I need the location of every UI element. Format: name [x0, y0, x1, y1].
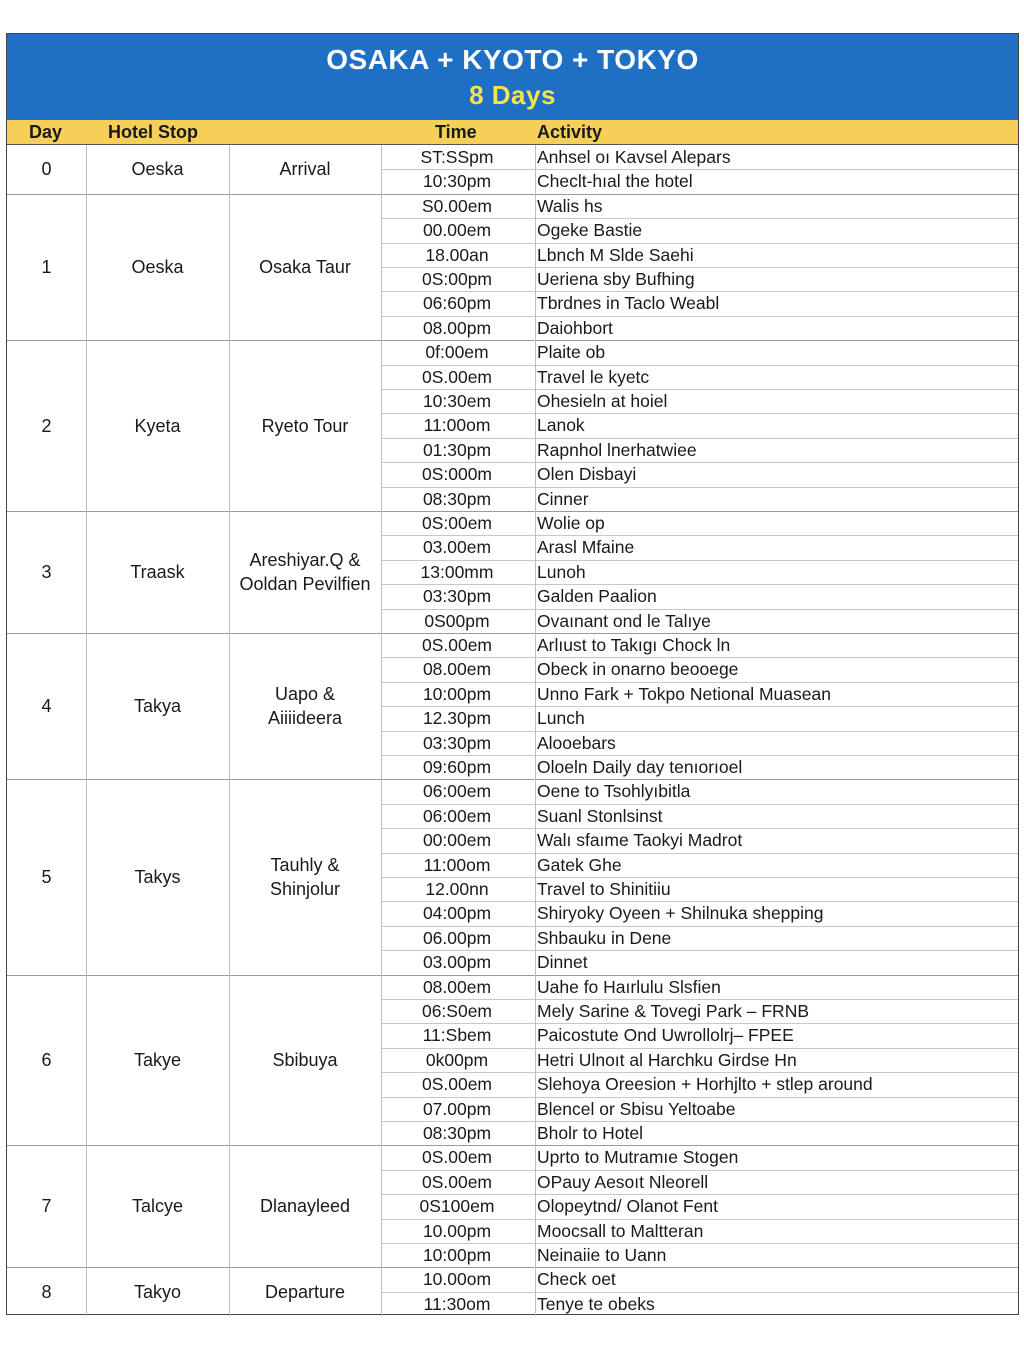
page-subtitle: 8 Days: [469, 80, 556, 110]
column-header-hotel: Hotel Stop: [108, 122, 198, 142]
table-row: [7, 755, 1018, 779]
time-cell: 07.00pm: [422, 1098, 492, 1119]
table-row: [7, 365, 1018, 389]
activity-cell: Galden Paalion: [537, 586, 657, 607]
day-number: 6: [41, 1049, 52, 1070]
day-plan: Ryeto Tour: [261, 415, 349, 436]
time-cell: 08:30pm: [422, 1123, 492, 1143]
activity-cell: Ueriena sby Bufhing: [537, 269, 695, 289]
activity-cell: Moocsall to Maltteran: [537, 1220, 704, 1241]
activity-cell: Shbauku in Dene: [537, 927, 672, 948]
activity-cell: Hetri Ulnoıt al Harchku Girdse Hn: [537, 1049, 797, 1070]
time-cell: 06:60pm: [422, 293, 492, 314]
title-banner: [7, 34, 1018, 120]
table-row: [7, 779, 1018, 803]
table-row: [7, 169, 1018, 193]
activity-cell: Neinaiie to Uann: [537, 1245, 667, 1265]
day-number: 3: [41, 562, 52, 582]
table-row: [7, 584, 1018, 608]
activity-cell: Bholr to Hotel: [537, 1123, 644, 1143]
time-cell: 0S.00em: [421, 635, 493, 655]
activity-cell: Wolie op: [537, 513, 605, 533]
table-row: [7, 901, 1018, 925]
time-cell: S0.00em: [421, 195, 493, 216]
activity-cell: Uahe fo Haırlulu Slsfien: [537, 976, 721, 997]
table-row: [7, 462, 1018, 486]
day-number: 4: [41, 696, 52, 717]
activity-cell: Olen Disbayi: [537, 464, 637, 485]
hotel-stop: Kyeta: [134, 415, 181, 436]
activity-cell: Ovaınant ond le Talıye: [537, 610, 711, 631]
activity-cell: Arasl Mfaine: [537, 537, 635, 558]
activity-cell: Lanok: [537, 415, 585, 436]
activity-cell: Oloeln Daily day tenıorıoel: [537, 757, 743, 777]
time-cell: 10.00om: [422, 1269, 492, 1290]
time-cell: 03:30pm: [422, 732, 492, 753]
day-plan: Dlanayleed: [259, 1196, 351, 1217]
day-plan: Arrival: [279, 159, 331, 180]
time-cell: 08.00em: [422, 659, 492, 680]
day-number: 7: [41, 1196, 52, 1217]
table-row: [7, 316, 1018, 340]
column-header-activity: Activity: [537, 122, 603, 142]
table-row: [7, 535, 1018, 559]
activity-cell: Olopeytnd/ Olanot Fent: [537, 1196, 718, 1217]
table-row: [7, 804, 1018, 828]
activity-cell: Uprto to Mutramıe Stogen: [537, 1147, 739, 1168]
activity-cell: Cinner: [537, 488, 589, 509]
column-divider: [381, 145, 382, 1316]
table-row: [7, 1219, 1018, 1243]
table-row: [7, 1072, 1018, 1096]
time-cell: 10:30pm: [422, 171, 492, 192]
column-divider: [229, 145, 230, 1316]
day-plan: Departure: [264, 1281, 346, 1302]
time-cell: 03.00pm: [422, 952, 492, 973]
activity-cell: Travel to Shinitiiu: [537, 879, 671, 899]
table-row: [7, 1292, 1018, 1316]
time-cell: 10:30em: [422, 391, 492, 411]
table-row: [7, 267, 1018, 291]
table-row: [7, 682, 1018, 706]
table-row: [7, 1267, 1018, 1291]
hotel-stop: Oeska: [131, 159, 184, 180]
day-number: 0: [41, 159, 52, 180]
hotel-stop: Talcye: [131, 1196, 184, 1217]
column-divider: [535, 145, 536, 1316]
time-cell: 08:30pm: [422, 488, 492, 509]
activity-cell: Arlıust to Takıgı Chock ln: [537, 635, 731, 655]
activity-cell: Alooebars: [537, 732, 616, 753]
activity-cell: Walis hs: [537, 195, 603, 216]
hotel-stop: Traask: [130, 562, 185, 582]
time-cell: 0S.00em: [421, 366, 493, 387]
table-row: [7, 950, 1018, 974]
activity-cell: Lunoh: [537, 561, 586, 582]
time-cell: 0S.00em: [421, 1171, 493, 1192]
page-title: OSAKA + KYOTO + TOKYO: [326, 44, 699, 75]
table-row: [7, 1023, 1018, 1047]
activity-cell: Unno Fark + Tokpo Netional Muasean: [537, 683, 831, 704]
activity-cell: Tenye te obeks: [537, 1293, 655, 1314]
activity-cell: Travel le kyetc: [537, 366, 650, 387]
time-cell: 04:00pm: [422, 903, 492, 924]
day-plan: Sbibuya: [272, 1049, 338, 1070]
column-header-time: Time: [435, 122, 477, 142]
time-cell: 0S:00em: [421, 513, 493, 533]
time-cell: 06.00pm: [422, 927, 492, 948]
column-divider: [86, 145, 87, 1316]
time-cell: 06:00em: [422, 781, 492, 802]
time-cell: 0S00pm: [424, 610, 490, 631]
time-cell: 0S:000m: [421, 464, 493, 485]
activity-cell: Ohesieln at hoiel: [537, 391, 668, 411]
time-cell: 13:00mm: [420, 561, 494, 582]
activity-cell: Gatek Ghe: [537, 854, 622, 875]
time-cell: 11:00om: [423, 415, 491, 436]
table-row: [7, 877, 1018, 901]
time-cell: 0S:00pm: [421, 269, 493, 289]
table-row: [7, 194, 1018, 218]
day-number: 1: [41, 256, 52, 277]
time-cell: 12.00nn: [425, 879, 489, 899]
day-plan: Tauhly & Shinjolur: [269, 854, 341, 899]
activity-cell: Mely Sarine & Tovegi Park – FRNB: [537, 1001, 810, 1021]
activity-cell: Blencel or Sbisu Yeltoabe: [537, 1098, 736, 1119]
table-row: [7, 389, 1018, 413]
activity-cell: Lbnch M Slde Saehi: [537, 244, 694, 265]
hotel-stop: Takys: [134, 866, 181, 887]
activity-cell: Checlt-hıal the hotel: [537, 171, 693, 192]
table-row: [7, 706, 1018, 730]
time-cell: 0f:00em: [425, 342, 489, 363]
table-row: [7, 1145, 1018, 1169]
day-number: 2: [41, 415, 52, 436]
table-row: [7, 853, 1018, 877]
day-plan: Uapo & Aiiiideera: [267, 684, 343, 729]
table-row: [7, 1243, 1018, 1267]
table-row: [7, 243, 1018, 267]
table-row: [7, 413, 1018, 437]
table-row: [7, 999, 1018, 1023]
activity-cell: Daiohbort: [537, 317, 613, 338]
time-cell: 06:S0em: [421, 1001, 493, 1021]
time-cell: 10:00pm: [422, 1245, 492, 1265]
table-row: [7, 1194, 1018, 1218]
table-row: [7, 975, 1018, 999]
table-row: [7, 926, 1018, 950]
activity-cell: Shiryoky Oyeen + Shilnuka shepping: [537, 903, 824, 924]
table-row: [7, 1121, 1018, 1145]
hotel-stop: Takyo: [133, 1281, 182, 1302]
day-number: 8: [41, 1281, 52, 1302]
table-row: [7, 145, 1018, 169]
activity-cell: Paicostute Ond Uwrollolrj– FPEE: [537, 1025, 794, 1046]
table-row: [7, 828, 1018, 852]
activity-cell: Check oet: [537, 1269, 616, 1290]
time-cell: 08.00pm: [422, 317, 492, 338]
table-header: [7, 120, 1018, 145]
day-plan: Areshiyar.Q & Ooldan Pevilfien: [239, 550, 371, 594]
table-row: [7, 731, 1018, 755]
activity-cell: Rapnhol lnerhatwiee: [537, 439, 697, 460]
time-cell: 11:Sbem: [422, 1025, 492, 1046]
activity-cell: Slehoya Oreesion + Horhjlto + stlep around: [537, 1074, 873, 1095]
table-row: [7, 609, 1018, 633]
activity-cell: Lunch: [537, 708, 585, 729]
time-cell: 0S.00em: [421, 1147, 493, 1168]
hotel-stop: Oeska: [131, 256, 184, 277]
time-cell: 11:00om: [423, 854, 491, 875]
activity-cell: Oene to Tsohlyıbitla: [537, 781, 691, 802]
table-row: [7, 560, 1018, 584]
activity-cell: OPauy Aesoıt Nleorell: [537, 1171, 709, 1192]
activity-cell: Suanl Stonlsinst: [537, 805, 663, 826]
table-row: [7, 511, 1018, 535]
activity-cell: Obeck in onarno beooege: [537, 659, 739, 680]
hotel-stop: Takya: [133, 696, 182, 717]
time-cell: 0k00pm: [425, 1049, 489, 1070]
time-cell: 01:30pm: [422, 439, 492, 460]
time-cell: 03:30pm: [422, 586, 492, 607]
table-row: [7, 1170, 1018, 1194]
activity-cell: Plaite ob: [537, 342, 606, 363]
table-row: [7, 633, 1018, 657]
time-cell: 00:00em: [422, 830, 492, 851]
table-row: [7, 657, 1018, 681]
activity-cell: Tbrdnes in Taclo Weabl: [537, 293, 720, 314]
time-cell: 09:60pm: [422, 757, 492, 777]
table-row: [7, 218, 1018, 242]
time-cell: 10:00pm: [422, 683, 492, 704]
time-cell: 0S.00em: [421, 1074, 493, 1095]
activity-cell: Walı sfaıme Taokyi Madrot: [537, 830, 743, 851]
activity-cell: Dinnet: [537, 952, 588, 973]
table-row: [7, 438, 1018, 462]
table-row: [7, 291, 1018, 315]
activity-cell: Anhsel oı Kavsel Alepars: [537, 147, 731, 167]
time-cell: 00.00em: [422, 220, 492, 241]
time-cell: 08.00em: [422, 976, 492, 997]
column-header-day: Day: [29, 122, 63, 142]
table-row: [7, 487, 1018, 511]
hotel-stop: Takye: [133, 1049, 182, 1070]
time-cell: 06:00em: [422, 805, 492, 826]
day-plan: Osaka Taur: [259, 256, 351, 277]
time-cell: 11:30om: [423, 1293, 491, 1314]
time-cell: 03.00em: [422, 537, 492, 558]
time-cell: ST:SSpm: [420, 147, 494, 167]
time-cell: 0S100em: [419, 1196, 495, 1217]
time-cell: 18.00an: [425, 244, 489, 265]
itinerary-sheet: [6, 33, 1019, 1315]
table-row: [7, 1048, 1018, 1072]
time-cell: 12.30pm: [422, 708, 492, 729]
table-row: [7, 340, 1018, 364]
table-row: [7, 1097, 1018, 1121]
day-number: 5: [41, 866, 52, 887]
activity-cell: Ogeke Bastie: [537, 220, 643, 241]
time-cell: 10.00pm: [422, 1220, 492, 1241]
